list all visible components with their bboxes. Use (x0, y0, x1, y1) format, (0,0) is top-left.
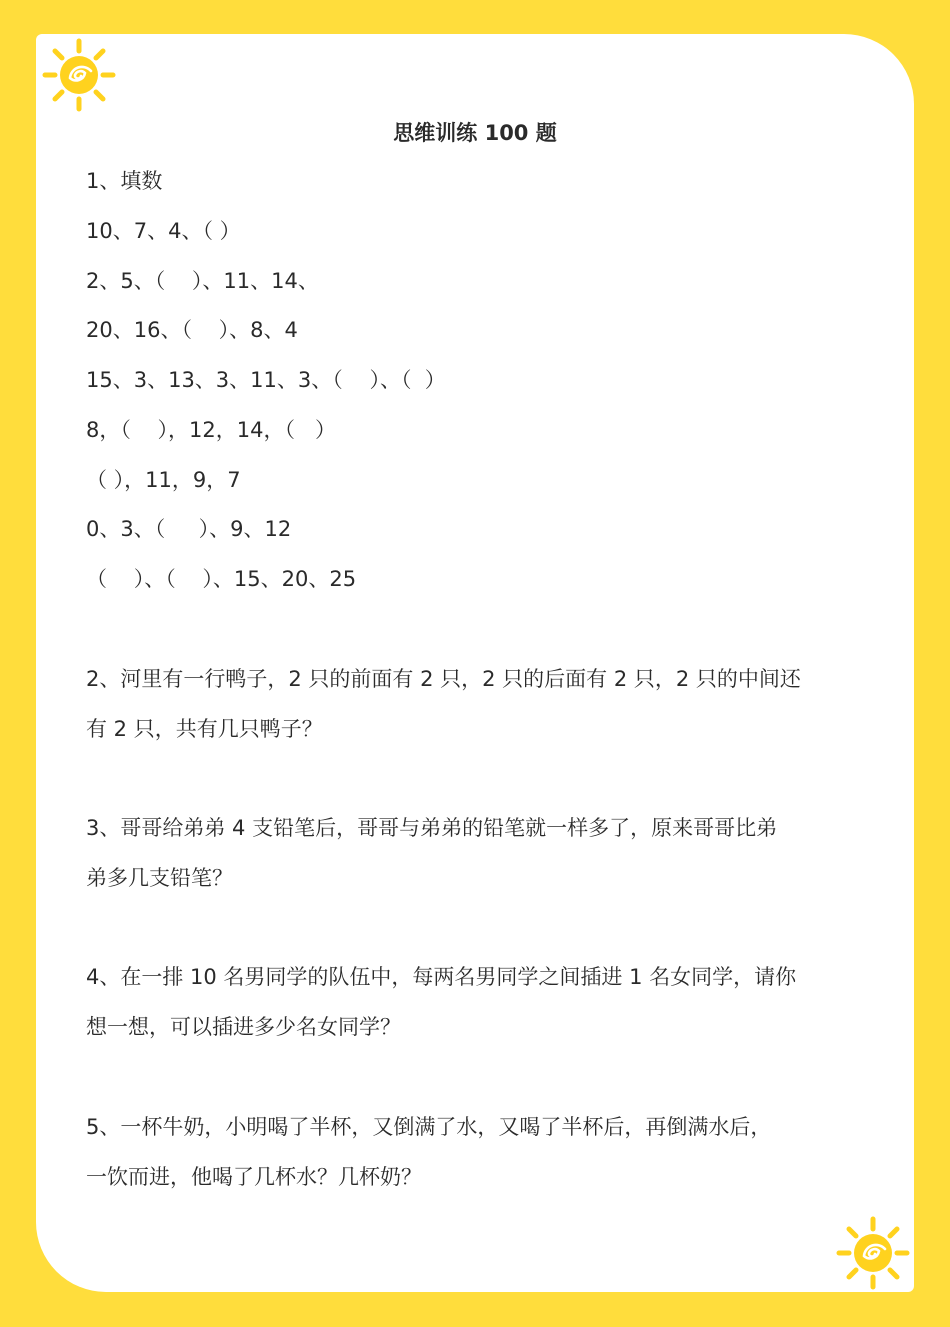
question-3-line-1: 3、哥哥给弟弟 4 支铅笔后，哥哥与弟弟的铅笔就一样多了，原来哥哥比弟 (86, 816, 778, 840)
page-title: 思维训练 100 题 (393, 121, 557, 145)
sequence-item: （ ）、（ ）、15、20、25 (86, 567, 357, 591)
question-2-line-1: 2、河里有一行鸭子，2 只的前面有 2 只，2 只的后面有 2 只，2 只的中间还 (86, 667, 801, 691)
sequence-item: 10、7、4、（ ） (86, 219, 241, 243)
question-4-line-2: 想一想，可以插进多少名女同学？ (86, 1015, 401, 1039)
sun-icon (42, 38, 116, 112)
sequence-item: 8，（ ），12，14，（ ） (86, 418, 337, 442)
question-5-line-2: 一饮而进，他喝了几杯水？几杯奶？ (86, 1165, 422, 1189)
question-3-line-2: 弟多几支铅笔？ (86, 866, 233, 890)
sun-icon (836, 1216, 910, 1290)
sequence-item: 20、16、（ ）、8、4 (86, 318, 298, 342)
sequence-item: 0、3、（ ）、9、12 (86, 517, 292, 541)
question-5-line-1: 5、一杯牛奶，小明喝了半杯，又倒满了水，又喝了半杯后，再倒满水后， (86, 1115, 772, 1139)
question-2-line-2: 有 2 只，共有几只鸭子？ (86, 717, 323, 741)
sequence-item: 2、5、（ ）、11、14、 (86, 269, 319, 293)
question-1-heading: 1、填数 (86, 169, 163, 193)
sequence-item: 15、3、13、3、11、3、（ ）、（ ） (86, 368, 446, 392)
question-4-line-1: 4、在一排 10 名男同学的队伍中，每两名男同学之间插进 1 名女同学，请你 (86, 965, 797, 989)
sequence-item: （ ），11，9，7 (86, 468, 241, 492)
